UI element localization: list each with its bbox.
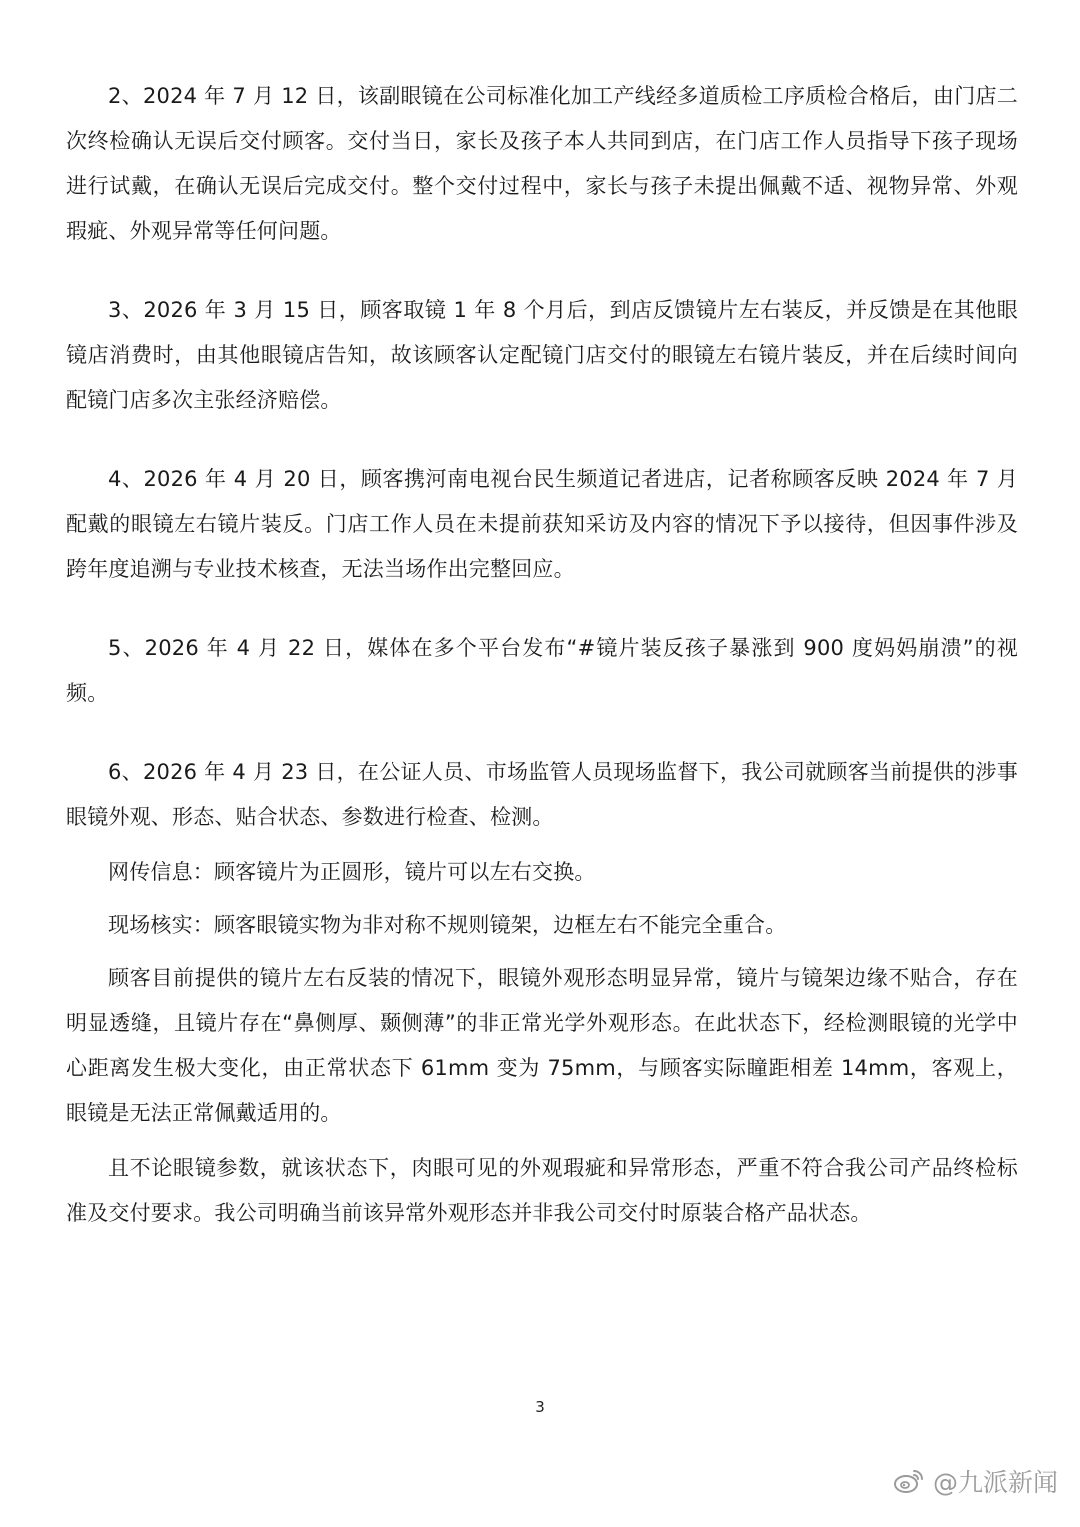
paragraph-item-4: 4、2026 年 4 月 20 日，顾客携河南电视台民生频道记者进店，记者称顾客反映 2024 年 7 月配戴的眼镜左右镜片装反。门店工作人员在未提前获知采访及内容的情况下予以接待，但因事件涉及跨年度追溯与专业技术核查，无法当场作出完整回应。 <box>66 467 1018 581</box>
watermark <box>893 1463 1058 1499</box>
paragraph-item-3: 3、2026 年 3 月 15 日，顾客取镜 1 年 8 个月后，到店反馈镜片左右装反，并反馈是在其他眼镜店消费时，由其他眼镜店告知，故该顾客认定配镜门店交付的眼镜左右镜片装反，并在后续时间向配镜门店多次主张经济赔偿。 <box>66 298 1018 412</box>
watermark-text: @九派新闻 <box>932 1468 1058 1497</box>
paragraph-rumor-info: 网传信息：顾客镜片为正圆形，镜片可以左右交换。 <box>108 860 596 884</box>
paragraph-inspection-result: 顾客目前提供的镜片左右反装的情况下，眼镜外观形态明显异常，镜片与镜架边缘不贴合，存在明显透缝，且镜片存在“鼻侧厚、颞侧薄”的非正常光学外观形态。在此状态下，经检测眼镜的光学中心距离发生极大变化，由正常状态下 61mm 变为 75mm，与顾客实际瞳距相差 14mm，客观上，眼镜是无法正常佩戴适用的。 <box>66 966 1018 1125</box>
document-body <box>66 74 1018 1236</box>
paragraph-item-6: 6、2026 年 4 月 23 日，在公证人员、市场监管人员现场监督下，我公司就顾客当前提供的涉事眼镜外观、形态、贴合状态、参数进行检查、检测。 <box>66 760 1018 829</box>
paragraph-onsite-verification: 现场核实：顾客眼镜实物为非对称不规则镜架，边框左右不能完全重合。 <box>108 913 787 937</box>
page-number: 3 <box>535 1398 545 1416</box>
weibo-logo-icon <box>893 1467 925 1495</box>
paragraph-item-5: 5、2026 年 4 月 22 日，媒体在多个平台发布“#镜片装反孩子暴涨到 900 度妈妈崩溃”的视频。 <box>66 636 1018 705</box>
paragraph-conclusion: 且不论眼镜参数，就该状态下，肉眼可见的外观瑕疵和异常形态，严重不符合我公司产品终检标准及交付要求。我公司明确当前该异常外观形态并非我公司交付时原装合格产品状态。 <box>66 1156 1018 1225</box>
paragraph-item-2: 2、2024 年 7 月 12 日，该副眼镜在公司标准化加工产线经多道质检工序质检合格后，由门店二次终检确认无误后交付顾客。交付当日，家长及孩子本人共同到店，在门店工作人员指导下孩子现场进行试戴，在确认无误后完成交付。整个交付过程中，家长与孩子未提出佩戴不适、视物异常、外观瑕疵、外观异常等任何问题。 <box>66 84 1018 243</box>
